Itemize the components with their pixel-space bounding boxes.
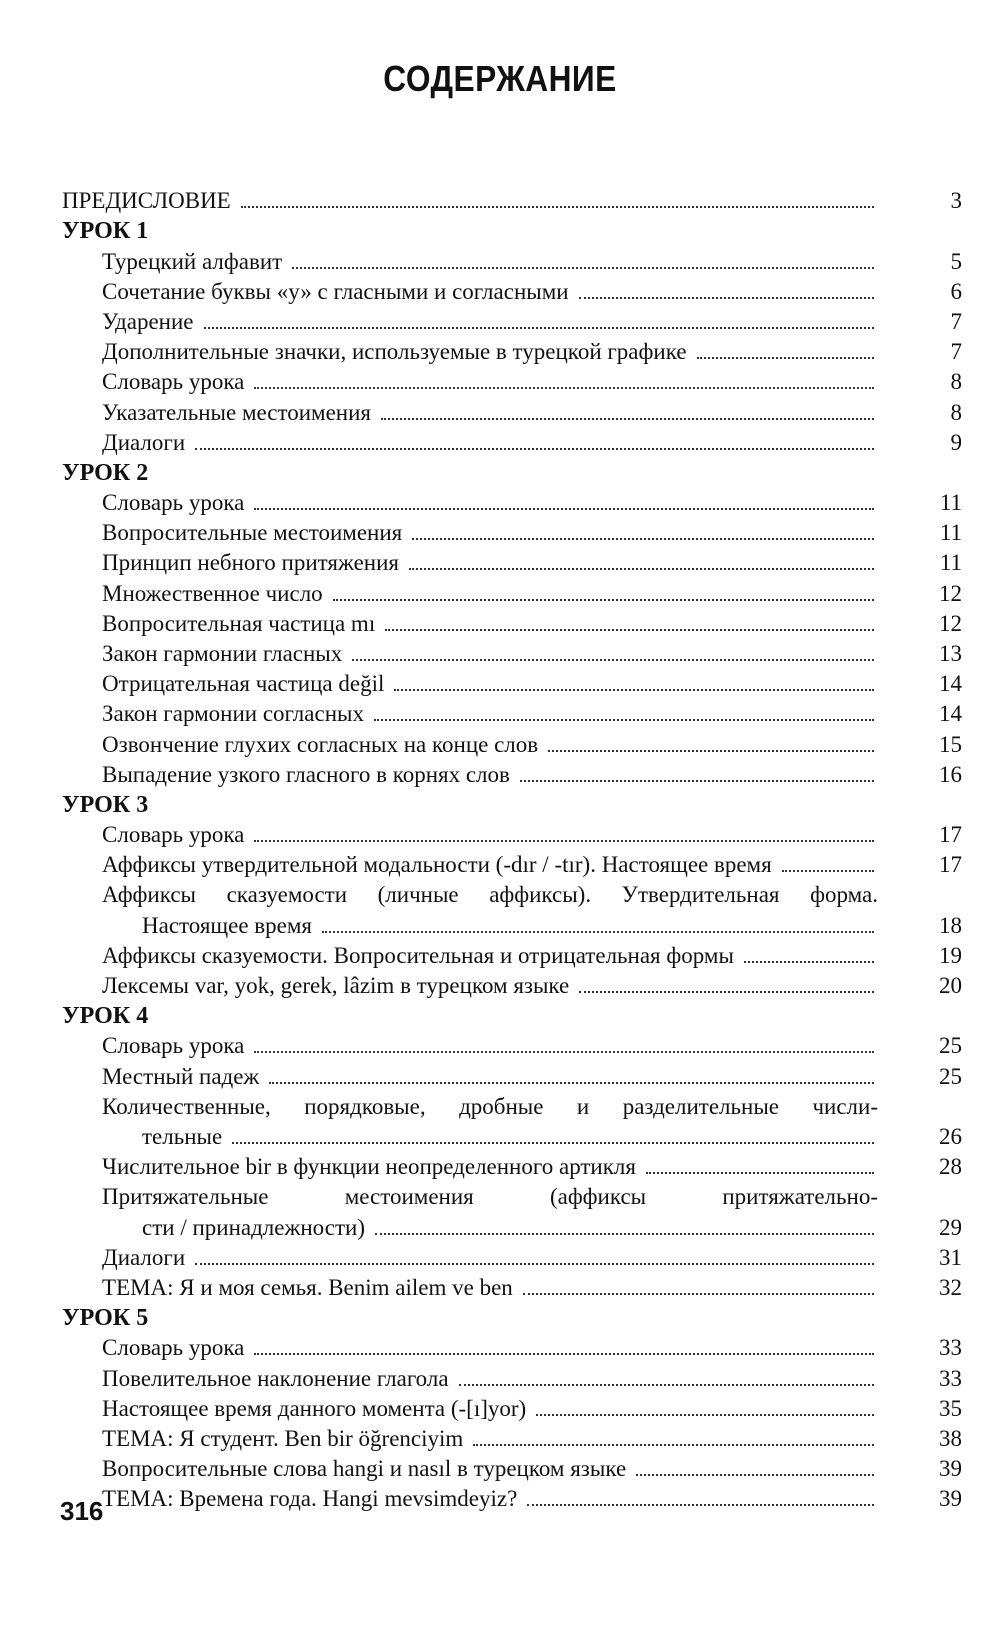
leader-dots [292, 267, 874, 269]
toc-entry [102, 820, 878, 850]
toc-entry-row [62, 820, 962, 850]
toc-entry-row [62, 1212, 962, 1242]
toc-entry [102, 1273, 878, 1303]
toc-entry [102, 730, 878, 760]
toc-entry-page: 3 [950, 188, 962, 214]
leader-dots [254, 508, 874, 510]
leader-dots [744, 961, 874, 963]
toc-entry-label: Указательные местоимения [102, 399, 372, 425]
toc-entry [102, 699, 878, 729]
toc-entry-page: 28 [939, 1154, 962, 1180]
leader-dots [254, 840, 874, 842]
toc-entry-row [62, 246, 962, 276]
toc-entry [142, 911, 878, 941]
toc-entry [102, 337, 878, 367]
toc-entry-page: 17 [939, 822, 962, 848]
toc-entry-row [62, 729, 962, 759]
toc-entry-page: 14 [939, 701, 962, 727]
toc-entry [102, 428, 878, 458]
toc-entry [102, 1333, 878, 1363]
toc-entry-page: 12 [939, 580, 962, 606]
toc-entry-row [62, 699, 962, 729]
toc-entry-row [62, 1273, 962, 1303]
toc-entry-row [62, 760, 962, 790]
leader-dots [254, 1051, 874, 1053]
toc-entry-row [62, 850, 962, 880]
toc-entry-label: ПРЕДИСЛОВИЕ [62, 188, 231, 214]
leader-dots [322, 931, 874, 933]
toc-entry [62, 186, 878, 216]
toc-entry-label: ТЕМА: Я и моя семья. Benim ailem ve ben [102, 1274, 513, 1300]
toc-entry-page: 11 [939, 550, 962, 576]
leader-dots [697, 357, 874, 359]
toc-entry-label: Закон гармонии гласных [102, 641, 343, 666]
toc-entry-label: Сочетание буквы «у» с гласными и согласными [102, 278, 569, 304]
leader-dots [381, 418, 874, 420]
toc-entry-label: Аффиксы сказуемости. Вопросительная и отрицательная формы [102, 942, 734, 968]
toc-entry [102, 1454, 878, 1484]
toc-entry-row [62, 1333, 962, 1363]
toc-entry-row [62, 428, 962, 458]
toc-entry [102, 1484, 878, 1514]
leader-dots [459, 1384, 874, 1386]
toc-entry [102, 639, 878, 669]
toc-entry-page: 11 [939, 490, 962, 516]
toc-entry-page: 8 [950, 399, 962, 425]
toc-entry-label: Числительное bir в функции неопределенного артикля [102, 1154, 636, 1180]
toc-entry-row [62, 1454, 962, 1484]
toc-entry [102, 579, 878, 609]
toc-entry-label: Повелительное наклонение глагола [102, 1365, 449, 1391]
toc-entry-label: Местный падеж [102, 1063, 260, 1089]
toc-entry-page: 8 [950, 369, 962, 395]
toc-entry-label: Словарь урока [102, 1335, 245, 1361]
leader-dots [374, 719, 874, 721]
toc-entry [102, 247, 878, 277]
toc-entry [102, 1062, 878, 1092]
lesson-heading: УРОК 1 [62, 218, 149, 245]
toc-entry-label: Словарь урока [102, 490, 245, 516]
toc-entry-label: Отрицательная частица değil [102, 671, 385, 697]
toc-entry [102, 307, 878, 337]
toc-entry [102, 367, 878, 397]
leader-dots [636, 1474, 874, 1476]
toc-entry-row [62, 1243, 962, 1273]
toc-entry-label: Настоящее время данного момента (-[ı]yor) [102, 1395, 527, 1421]
lesson-heading-row [62, 216, 962, 246]
toc-entry [142, 1213, 878, 1243]
leader-dots [241, 206, 874, 208]
lesson-heading-row [62, 790, 962, 820]
toc-entry-page: 33 [939, 1335, 962, 1361]
toc-entry-continuation: сти / принадлежности) [142, 1214, 365, 1240]
toc-entry [142, 1122, 878, 1152]
leader-dots [254, 1353, 874, 1355]
toc-entry-page: 9 [950, 429, 962, 455]
lesson-heading: УРОК 4 [62, 1003, 149, 1030]
toc-entry-page: 32 [939, 1274, 962, 1300]
leader-dots [195, 1263, 874, 1265]
toc-entry [102, 941, 878, 971]
toc-entry-page: 18 [939, 912, 962, 938]
toc-entry-row [62, 609, 962, 639]
toc-entry-label: Множественное число [102, 580, 323, 606]
toc-entry-label: Выпадение узкого гласного в корнях слов [102, 761, 510, 787]
toc-entry-page: 15 [939, 731, 962, 757]
toc-entry-page: 19 [939, 942, 962, 968]
toc-entry-row [62, 1031, 962, 1061]
toc-entry [102, 1031, 878, 1061]
toc-entry [102, 518, 878, 548]
toc-entry-row [62, 1061, 962, 1091]
page-number: 316 [60, 1496, 104, 1526]
toc-entry-row [62, 669, 962, 699]
toc-entry-label: Вопросительная частица mı [102, 610, 376, 636]
toc-entry-row [62, 578, 962, 608]
leader-dots [195, 448, 874, 450]
toc-entry-label: ТЕМА: Я студент. Ben bir öğrenciyim [102, 1425, 464, 1451]
leader-dots [646, 1172, 874, 1174]
lesson-heading: УРОК 2 [62, 459, 149, 486]
toc-entry-label: ТЕМА: Времена года. Hangi mevsimdeyiz? [102, 1486, 518, 1512]
toc-entry-page: 17 [939, 852, 962, 878]
lesson-heading: УРОК 3 [62, 791, 149, 818]
toc-entry-page: 7 [950, 308, 962, 334]
toc-entry-label: Диалоги [102, 429, 186, 455]
leader-dots [473, 1444, 874, 1446]
leader-dots [232, 1142, 874, 1144]
toc-entry-label: Закон гармонии согласных [102, 701, 364, 727]
toc-entry-page: 39 [939, 1486, 962, 1512]
toc-entry-first-line [102, 880, 878, 910]
toc-entry-label: Принцип небного притяжения [102, 550, 399, 576]
toc-entry-row [62, 488, 962, 518]
toc-entry-label: Словарь урока [102, 822, 245, 848]
toc-entry [102, 1424, 878, 1454]
toc-entry-label: Озвончение глухих согласных на конце слов [102, 731, 539, 757]
toc-entry-first-line [102, 1182, 878, 1212]
toc-entry-row [62, 911, 962, 941]
toc-entry [102, 760, 878, 790]
leader-dots [269, 1082, 874, 1084]
leader-dots [394, 689, 874, 691]
leader-dots [409, 568, 874, 570]
toc-entry [102, 1152, 878, 1182]
toc-entry [102, 1243, 878, 1273]
toc-entry-label: Диалоги [102, 1244, 186, 1270]
toc-entry [102, 971, 878, 1001]
toc-entry-row [62, 397, 962, 427]
toc-entry [102, 669, 878, 699]
toc-preface-row [62, 186, 962, 216]
toc-entry-label: Турецкий алфавит [102, 248, 283, 274]
toc-entry-continuation: тельные [142, 1124, 223, 1149]
toc-entry-label: Притяжательные местоимения (аффиксы притяжательно- [102, 1184, 878, 1210]
leader-dots [254, 387, 874, 389]
toc-entry-row [62, 1122, 962, 1152]
leader-dots [548, 750, 874, 752]
toc-entry-row [62, 639, 962, 669]
leader-dots [412, 538, 874, 540]
toc-entry-label: Дополнительные значки, используемые в турецкой графике [102, 339, 687, 365]
toc-entry-row [62, 1394, 962, 1424]
lesson-heading-row [62, 1303, 962, 1333]
toc-entry-page: 14 [939, 671, 962, 697]
toc-entry [102, 1394, 878, 1424]
table-of-contents [62, 186, 962, 1514]
leader-dots [520, 780, 874, 782]
lesson-heading-row [62, 1001, 962, 1031]
leader-dots [333, 599, 874, 601]
toc-entry-row [62, 1484, 962, 1514]
toc-entry-row [62, 518, 962, 548]
toc-entry-row [62, 307, 962, 337]
toc-entry [102, 277, 878, 307]
leader-dots [375, 1233, 874, 1235]
toc-entry-page: 33 [939, 1365, 962, 1391]
toc-entry-page: 16 [939, 761, 962, 787]
leader-dots [204, 327, 874, 329]
toc-entry [102, 398, 878, 428]
toc-entry-row [62, 367, 962, 397]
toc-entry-label: Вопросительные местоимения [102, 520, 403, 546]
lesson-heading: УРОК 5 [62, 1305, 149, 1332]
toc-entry-label: Количественные, порядковые, дробные и разделительные числи- [102, 1093, 878, 1119]
toc-entry-page: 6 [950, 278, 962, 304]
toc-entry-page: 25 [939, 1063, 962, 1089]
leader-dots [352, 659, 874, 661]
toc-entry-page: 39 [939, 1456, 962, 1482]
toc-entry-label: Аффиксы утвердительной модальности (-dır / -tır). Настоящее время [102, 852, 772, 878]
lesson-heading-row [62, 458, 962, 488]
toc-entry-page: 7 [950, 339, 962, 365]
toc-entry-label: Ударение [102, 308, 194, 334]
toc-entry-page: 11 [939, 520, 962, 546]
toc-entry-page: 31 [939, 1244, 962, 1270]
leader-dots [579, 297, 874, 299]
toc-entry-page: 13 [939, 641, 962, 666]
toc-entry-label: Лексемы var, yok, gerek, lâzim в турецком языке [102, 973, 570, 999]
toc-entry-row [62, 277, 962, 307]
page-title: СОДЕРЖАНИЕ [383, 58, 617, 99]
leader-dots [527, 1504, 874, 1506]
toc-entry-label: Вопросительные слова hangi и nasıl в турецком языке [102, 1456, 627, 1482]
leader-dots [523, 1293, 874, 1295]
toc-entry-page: 29 [939, 1214, 962, 1240]
toc-entry-row [62, 1363, 962, 1393]
toc-entry-page: 35 [939, 1395, 962, 1421]
toc-entry-continuation: Настоящее время [142, 912, 312, 938]
toc-entry-first-line [102, 1092, 878, 1122]
toc-entry-label: Словарь урока [102, 1033, 245, 1059]
toc-entry-row [62, 971, 962, 1001]
toc-entry [102, 548, 878, 578]
toc-entry-page: 5 [950, 248, 962, 274]
toc-entry-row [62, 337, 962, 367]
toc-entry [102, 850, 878, 880]
leader-dots [579, 991, 874, 993]
toc-entry-page: 20 [939, 973, 962, 999]
toc-entry-row [62, 941, 962, 971]
toc-entry-label: Словарь урока [102, 369, 245, 395]
toc-entry-row [62, 1424, 962, 1454]
toc-entry-page: 12 [939, 610, 962, 636]
toc-entry-page: 25 [939, 1033, 962, 1059]
toc-entry [102, 488, 878, 518]
toc-entry-label: Аффиксы сказуемости (личные аффиксы). Утвердительная форма. [102, 882, 878, 908]
leader-dots [782, 870, 874, 872]
toc-entry-page: 26 [939, 1124, 962, 1149]
toc-entry-row [62, 1152, 962, 1182]
leader-dots [385, 629, 874, 631]
toc-entry [102, 609, 878, 639]
leader-dots [536, 1414, 874, 1416]
toc-entry-page: 38 [939, 1425, 962, 1451]
toc-entry [102, 1364, 878, 1394]
toc-entry-row [62, 548, 962, 578]
